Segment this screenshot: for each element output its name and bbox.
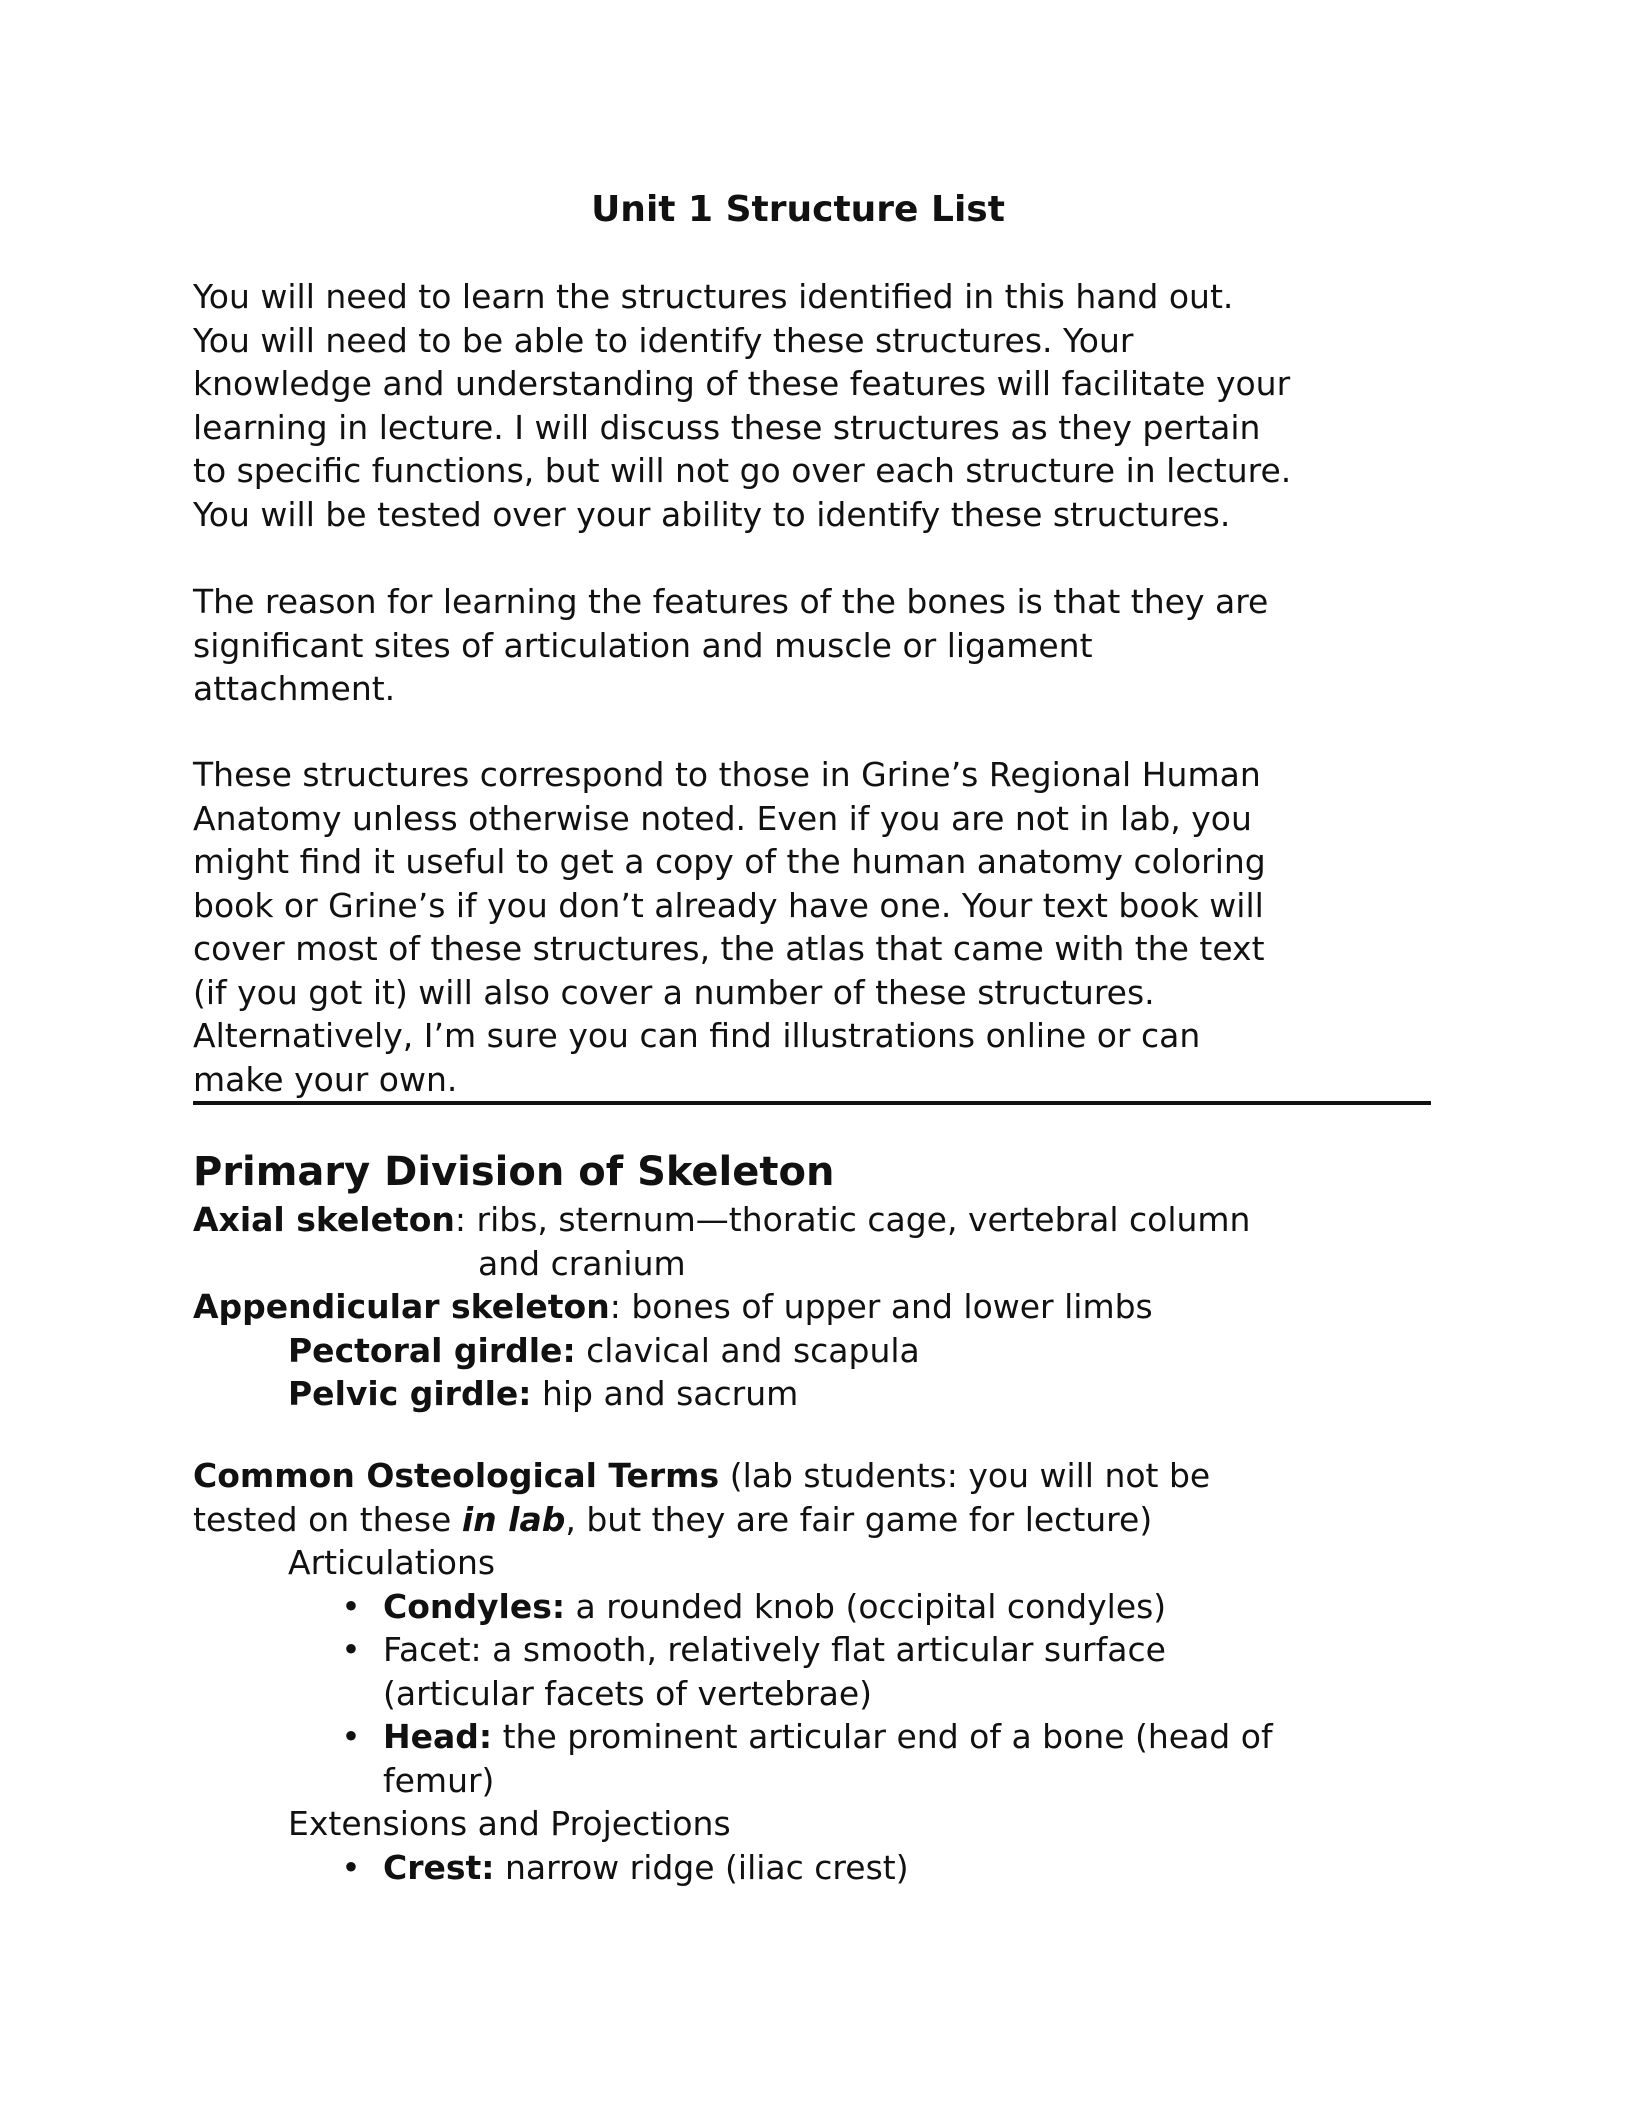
intro-paragraph-3 [193, 753, 1463, 1101]
intro-paragraph-1 [193, 275, 1463, 536]
term-head: Head: [383, 1717, 493, 1756]
head-definition-continuation: femur) [383, 1760, 495, 1800]
text-line: learning in lecture. I will discuss these structures as they pertain [193, 407, 1261, 447]
appendicular-skeleton-entry [193, 1285, 1463, 1329]
bullet-glyph: • [341, 1586, 361, 1626]
lab-note-text: , but they are fair game for lecture) [565, 1499, 1153, 1539]
text-line: These structures correspond to those in Grine’s Regional Human [193, 755, 1261, 794]
axial-skeleton-continuation: and cranium [478, 1243, 686, 1283]
text-line: attachment. [193, 669, 396, 708]
text-line: significant sites of articulation and muscle or ligament [193, 625, 1093, 665]
term-pelvic-girdle: Pelvic girdle: [288, 1374, 532, 1413]
subheading-extensions-projections: Extensions and Projections [288, 1804, 731, 1843]
term-appendicular-skeleton: Appendicular skeleton [193, 1287, 610, 1326]
bullet-glyph: • [341, 1717, 361, 1756]
section-heading-primary-division: Primary Division of Skeleton [193, 1149, 835, 1195]
text-line: make your own. [193, 1059, 458, 1099]
bullet-glyph: • [341, 1847, 361, 1887]
term-pectoral-girdle: Pectoral girdle: [288, 1330, 576, 1370]
bullet-glyph: • [341, 1630, 361, 1669]
term-condyles: Condyles: [383, 1586, 566, 1626]
section-heading-osteological-terms: Common Osteological Terms [193, 1456, 720, 1495]
text-line: knowledge and understanding of these features will facilitate your [193, 364, 1291, 403]
condyles-definition: a rounded knob (occipital condyles) [565, 1586, 1167, 1626]
list-item-crest [193, 1846, 1463, 1890]
text-line: You will be tested over your ability to identify these structures. [193, 494, 1231, 534]
appendicular-skeleton-definition: : bones of upper and lower limbs [609, 1287, 1153, 1326]
page-title: Unit 1 Structure List [591, 189, 1005, 230]
pelvic-girdle-entry [193, 1372, 1463, 1416]
extensions-list [193, 1846, 1463, 1890]
axial-skeleton-entry [193, 1198, 1463, 1242]
text-line: Alternatively, I’m sure you can find illustrations online or can [193, 1016, 1201, 1055]
osteological-terms-section [193, 1454, 1463, 1889]
text-line: The reason for learning the features of the bones is that they are [193, 582, 1269, 621]
list-item-head [193, 1715, 1463, 1802]
pectoral-girdle-entry [193, 1329, 1463, 1373]
skeleton-division-list [193, 1198, 1463, 1416]
axial-skeleton-definition: : ribs, sternum—thoratic cage, vertebral column [454, 1200, 1251, 1239]
subheading-articulations: Articulations [288, 1543, 496, 1582]
intro-paragraph-2 [193, 580, 1463, 711]
text-line: Anatomy unless otherwise noted. Even if you are not in lab, you [193, 798, 1252, 838]
term-crest: Crest: [383, 1847, 495, 1887]
pelvic-girdle-definition: hip and sacrum [531, 1374, 799, 1413]
text-line: You will need to be able to identify these structures. Your [193, 320, 1134, 360]
text-line: You will need to learn the structures identified in this hand out. [193, 277, 1234, 316]
list-item-facet [193, 1628, 1463, 1715]
horizontal-divider [193, 1101, 1431, 1105]
text-line: cover most of these structures, the atlas that came with the text [193, 929, 1265, 968]
text-line: book or Grine’s if you don’t already have one. Your text book will [193, 885, 1264, 925]
lab-note-continuation [193, 1498, 1463, 1542]
text-line: might find it useful to get a copy of the human anatomy coloring [193, 842, 1266, 881]
facet-definition-continuation: (articular facets of vertebrae) [383, 1673, 873, 1713]
pectoral-girdle-definition: clavical and scapula [575, 1330, 920, 1370]
lab-note-emphasis: in lab [461, 1499, 566, 1539]
crest-definition: narrow ridge (iliac crest) [494, 1847, 909, 1887]
lab-note-text: tested on these [193, 1499, 462, 1539]
text-line: to specific functions, but will not go over each structure in lecture. [193, 451, 1292, 490]
articulations-list [193, 1585, 1463, 1803]
facet-definition: Facet: a smooth, relatively flat articular surface [383, 1630, 1166, 1669]
head-entry-line [383, 1715, 1463, 1759]
list-item-condyles [193, 1585, 1463, 1629]
text-line: (if you got it) will also cover a number of these structures. [193, 972, 1155, 1012]
osteological-terms-heading-line [193, 1454, 1463, 1498]
lab-note: (lab students: you will not be [719, 1456, 1211, 1495]
term-axial-skeleton: Axial skeleton [193, 1200, 455, 1239]
head-definition: the prominent articular end of a bone (head of [492, 1717, 1273, 1756]
